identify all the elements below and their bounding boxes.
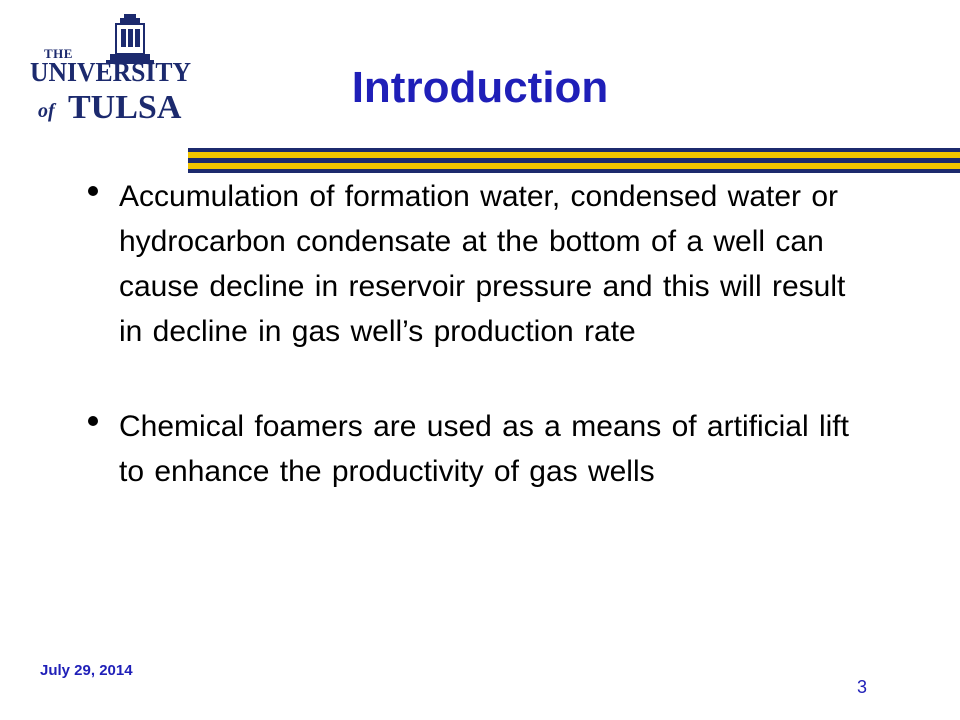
stripe-blue-bottom bbox=[188, 169, 960, 173]
bullet-list bbox=[88, 174, 878, 544]
page-number: 3 bbox=[857, 677, 868, 697]
bullet-item bbox=[88, 174, 878, 354]
logo-tulsa-text: TULSA bbox=[68, 89, 182, 126]
bullet-dot-icon bbox=[88, 186, 98, 196]
slide-date: July 29, 2014 bbox=[40, 662, 133, 679]
bullet-dot-icon bbox=[88, 416, 98, 426]
slide-title: Introduction bbox=[351, 63, 609, 112]
bullet-text: Accumulation of formation water, condensed water or hydrocarbon condensate at the bottom of a well can cause decline in reservoir pressure and this will result in decline in gas well’s production rate bbox=[119, 180, 846, 348]
logo-the-text: THE bbox=[44, 46, 73, 61]
logo-university-text: UNIVERSITY bbox=[30, 57, 192, 87]
logo-of-text: of bbox=[38, 100, 55, 122]
bullet-text: Chemical foamers are used as a means of artificial lift to enhance the productivity of gas wells bbox=[119, 410, 849, 488]
bullet-item bbox=[88, 404, 878, 494]
